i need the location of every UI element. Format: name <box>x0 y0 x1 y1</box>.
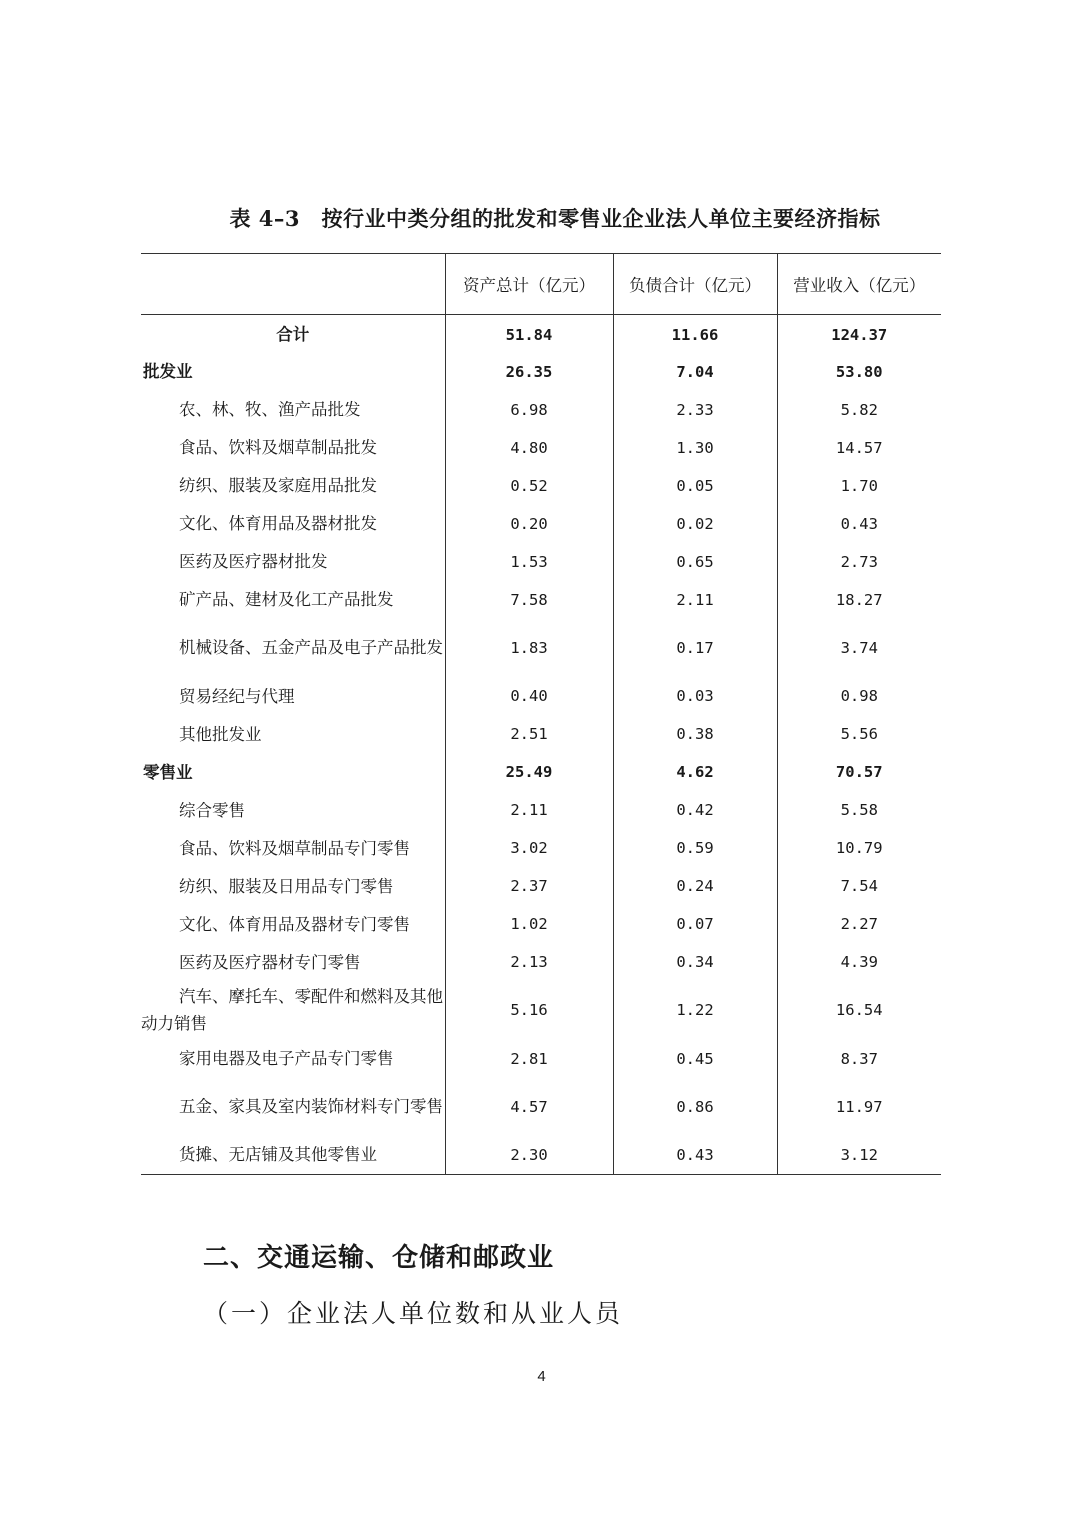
header-revenue: 营业收入（亿元） <box>777 254 941 315</box>
row-label: 农、林、牧、渔产品批发 <box>179 400 361 419</box>
row-label: 五金、家具及室内装饰材料专门零售 <box>179 1097 443 1117</box>
revenue-cell: 53.80 <box>777 353 941 391</box>
assets-cell: 0.20 <box>445 505 613 543</box>
revenue-cell: 10.79 <box>777 829 941 867</box>
row-label: 食品、饮料及烟草制品批发 <box>179 438 377 457</box>
row-label: 批发业 <box>143 362 193 381</box>
assets-cell: 2.30 <box>445 1136 613 1174</box>
economic-indicators-table <box>141 253 941 1175</box>
row-label: 文化、体育用品及器材专门零售 <box>179 914 410 934</box>
assets-cell: 2.51 <box>445 715 613 753</box>
revenue-cell: 5.56 <box>777 715 941 753</box>
table-row-retail <box>141 753 941 791</box>
table-row <box>141 1078 941 1137</box>
revenue-cell: 70.57 <box>777 753 941 791</box>
revenue-cell: 11.97 <box>777 1078 941 1137</box>
row-label: 货摊、无店铺及其他零售业 <box>141 1136 445 1174</box>
liabilities-cell: 2.33 <box>613 391 777 429</box>
liabilities-cell: 0.34 <box>613 943 777 981</box>
liabilities-cell: 2.11 <box>613 581 777 619</box>
table-row <box>141 1040 941 1078</box>
assets-cell: 5.16 <box>445 981 613 1040</box>
revenue-cell: 3.12 <box>777 1136 941 1174</box>
liabilities-cell: 0.45 <box>613 1040 777 1078</box>
liabilities-cell: 7.04 <box>613 353 777 391</box>
row-label: 综合零售 <box>179 800 245 820</box>
assets-cell: 3.02 <box>445 829 613 867</box>
table-header-row <box>141 254 941 315</box>
assets-cell: 7.58 <box>445 581 613 619</box>
revenue-cell: 5.82 <box>777 391 941 429</box>
revenue-cell: 124.37 <box>777 315 941 353</box>
revenue-cell: 2.27 <box>777 905 941 943</box>
table-row <box>141 429 941 467</box>
assets-cell: 4.80 <box>445 429 613 467</box>
table-row <box>141 467 941 505</box>
assets-cell: 51.84 <box>445 315 613 353</box>
liabilities-cell: 0.02 <box>613 505 777 543</box>
assets-cell: 0.52 <box>445 467 613 505</box>
header-category <box>141 254 445 315</box>
row-label: 家用电器及电子产品专门零售 <box>179 1049 394 1068</box>
row-label: 食品、饮料及烟草制品专门零售 <box>179 838 410 858</box>
subsection-heading: （一）企业法人单位数和从业人员 <box>203 1299 624 1328</box>
table-row <box>141 981 941 1040</box>
row-label: 纺织、服装及日用品专门零售 <box>179 876 394 896</box>
table-row <box>141 391 941 429</box>
row-label: 矿产品、建材及化工产品批发 <box>179 590 394 609</box>
table-row <box>141 677 941 715</box>
liabilities-cell: 0.17 <box>613 619 777 678</box>
row-label: 零售业 <box>143 762 193 782</box>
liabilities-cell: 0.07 <box>613 905 777 943</box>
assets-cell: 26.35 <box>445 353 613 391</box>
revenue-cell: 0.43 <box>777 505 941 543</box>
assets-cell: 1.02 <box>445 905 613 943</box>
liabilities-cell: 0.86 <box>613 1078 777 1137</box>
revenue-cell: 4.39 <box>777 943 941 981</box>
assets-cell: 0.40 <box>445 677 613 715</box>
assets-cell: 2.13 <box>445 943 613 981</box>
liabilities-cell: 0.59 <box>613 829 777 867</box>
liabilities-cell: 0.05 <box>613 467 777 505</box>
revenue-cell: 16.54 <box>777 981 941 1040</box>
liabilities-cell: 0.65 <box>613 543 777 581</box>
row-label: 医药及医疗器材专门零售 <box>179 952 361 972</box>
table-title: 表 4–3 按行业中类分组的批发和零售业企业法人单位主要经济指标 <box>229 206 881 231</box>
section-heading: 二、交通运输、仓储和邮政业 <box>203 1243 555 1273</box>
revenue-cell: 3.74 <box>777 619 941 678</box>
row-label: 纺织、服装及家庭用品批发 <box>179 476 377 495</box>
assets-cell: 6.98 <box>445 391 613 429</box>
assets-cell: 2.11 <box>445 791 613 829</box>
revenue-cell: 14.57 <box>777 429 941 467</box>
liabilities-cell: 0.42 <box>613 791 777 829</box>
table-row <box>141 1136 941 1174</box>
row-label: 机械设备、五金产品及电子产品批发 <box>179 638 443 658</box>
row-label: 其他批发业 <box>179 724 262 744</box>
liabilities-cell: 4.62 <box>613 753 777 791</box>
revenue-cell: 5.58 <box>777 791 941 829</box>
row-label: 汽车、摩托车、零配件和燃料及其他动力销售 <box>141 987 443 1034</box>
assets-cell: 4.57 <box>445 1078 613 1137</box>
liabilities-cell: 0.24 <box>613 867 777 905</box>
header-liabilities: 负债合计（亿元） <box>613 254 777 315</box>
header-assets: 资产总计（亿元） <box>445 254 613 315</box>
table-row <box>141 581 941 619</box>
table-row <box>141 543 941 581</box>
table-row <box>141 943 941 981</box>
revenue-cell: 1.70 <box>777 467 941 505</box>
row-label: 合计 <box>276 325 310 345</box>
row-label: 文化、体育用品及器材批发 <box>179 514 377 533</box>
table-row <box>141 905 941 943</box>
revenue-cell: 18.27 <box>777 581 941 619</box>
revenue-cell: 0.98 <box>777 677 941 715</box>
table-row <box>141 867 941 905</box>
table-row-wholesale <box>141 353 941 391</box>
row-label: 贸易经纪与代理 <box>179 686 295 706</box>
liabilities-cell: 0.03 <box>613 677 777 715</box>
assets-cell: 25.49 <box>445 753 613 791</box>
liabilities-cell: 0.43 <box>613 1136 777 1174</box>
table-row <box>141 505 941 543</box>
row-label: 医药及医疗器材批发 <box>179 552 328 571</box>
table-row <box>141 619 941 678</box>
assets-cell: 2.37 <box>445 867 613 905</box>
revenue-cell: 7.54 <box>777 867 941 905</box>
table-row-total <box>141 315 941 353</box>
liabilities-cell: 1.22 <box>613 981 777 1040</box>
assets-cell: 1.53 <box>445 543 613 581</box>
assets-cell: 2.81 <box>445 1040 613 1078</box>
table-row <box>141 829 941 867</box>
revenue-cell: 2.73 <box>777 543 941 581</box>
liabilities-cell: 11.66 <box>613 315 777 353</box>
liabilities-cell: 0.38 <box>613 715 777 753</box>
table-row <box>141 715 941 753</box>
revenue-cell: 8.37 <box>777 1040 941 1078</box>
liabilities-cell: 1.30 <box>613 429 777 467</box>
assets-cell: 1.83 <box>445 619 613 678</box>
page-number: 4 <box>537 1368 546 1385</box>
table-row <box>141 791 941 829</box>
